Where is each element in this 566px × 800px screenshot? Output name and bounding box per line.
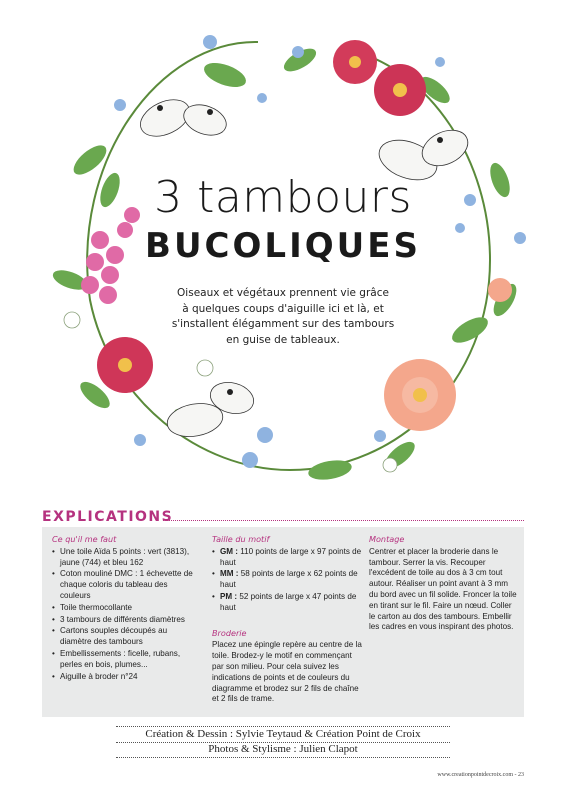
credits-rule-bottom: [116, 757, 450, 758]
size-text: 52 points de large x 47 points de haut: [220, 591, 357, 612]
column-title: Ce qu'il me faut: [52, 534, 117, 544]
list-item: • Aiguille à broder n°24: [52, 672, 200, 683]
credit-design: Création & Dessin : Sylvie Teytaud & Création Point de Croix: [145, 728, 421, 740]
size-text: 110 points de large x 97 points de haut: [220, 546, 362, 567]
list-item: • Cartons souples découpés au diamètre des tambours: [52, 626, 200, 648]
pattern-size-column: [212, 534, 362, 705]
list-item: [212, 569, 362, 591]
assembly-text: Centrer et placer la broderie dans le tambour. Serrer la vis. Recouper l'excédent de toile au dos à 3 cm tout autour. Réaliser un point avant à 3 mm du bord avec un fil solide. Froncer la toile en tirant sur le fil. Faire un nœud. Coller le carton au dos des tambours. Embellir les cadres en vous inspirant des photos.: [369, 546, 517, 632]
intro-line: en guise de tableaux.: [226, 333, 340, 346]
list-item: • 3 tambours de différents diamètres: [52, 615, 200, 626]
title-line-1: 3 tambours: [154, 172, 412, 223]
heading-dotted-rule: [163, 520, 524, 521]
title-line-2: BUCOLIQUES: [145, 226, 421, 266]
list-item: • Embellissements : ficelle, rubans, perles en bois, plumes...: [52, 649, 200, 671]
intro-text: [170, 286, 396, 348]
assembly-column: [369, 534, 519, 633]
list-item: • Une toile Aïda 5 points : vert (3813), jaune (744) et bleu 162: [52, 547, 200, 569]
page-folio: www.creationpointdecroix.com - 23: [437, 772, 524, 778]
materials-column: [52, 534, 200, 683]
list-item: [212, 547, 362, 569]
size-text: 58 points de large x 62 points de haut: [220, 569, 358, 590]
explanations-panel: [42, 527, 524, 717]
list-item: [212, 592, 362, 614]
intro-line: Oiseaux et végétaux prennent vie grâce: [177, 287, 389, 299]
column-title: Taille du motif: [212, 534, 270, 544]
credit-photos: Photos & Stylisme : Julien Clapot: [208, 743, 358, 755]
sizes-list: [212, 547, 362, 614]
column-title: Montage: [369, 534, 405, 544]
list-item: • Toile thermocollante: [52, 603, 200, 614]
size-label: GM :: [220, 546, 238, 556]
materials-list: [52, 547, 200, 683]
intro-line: s'installent élégamment sur des tambours: [171, 318, 395, 330]
size-label: PM :: [220, 591, 238, 601]
list-item: • Coton mouliné DMC : 1 échevette de chaque coloris du tableau des couleurs: [52, 569, 200, 601]
size-label: MM :: [220, 569, 239, 579]
embroidery-text: Placez une épingle repère au centre de la toile. Brodez-y le motif en commençant par son milieu. Pour cela suivez les indications de points et de couleurs du diagramme et brodez sur 2 fils de chaîne et 2 fils de trame.: [212, 640, 362, 704]
column-title: Broderie: [212, 627, 247, 638]
intro-line: à quelques coups d'aiguille ici et là, et: [182, 302, 384, 315]
section-heading: EXPLICATIONS: [42, 509, 174, 525]
credits-rule-top: [116, 726, 450, 727]
